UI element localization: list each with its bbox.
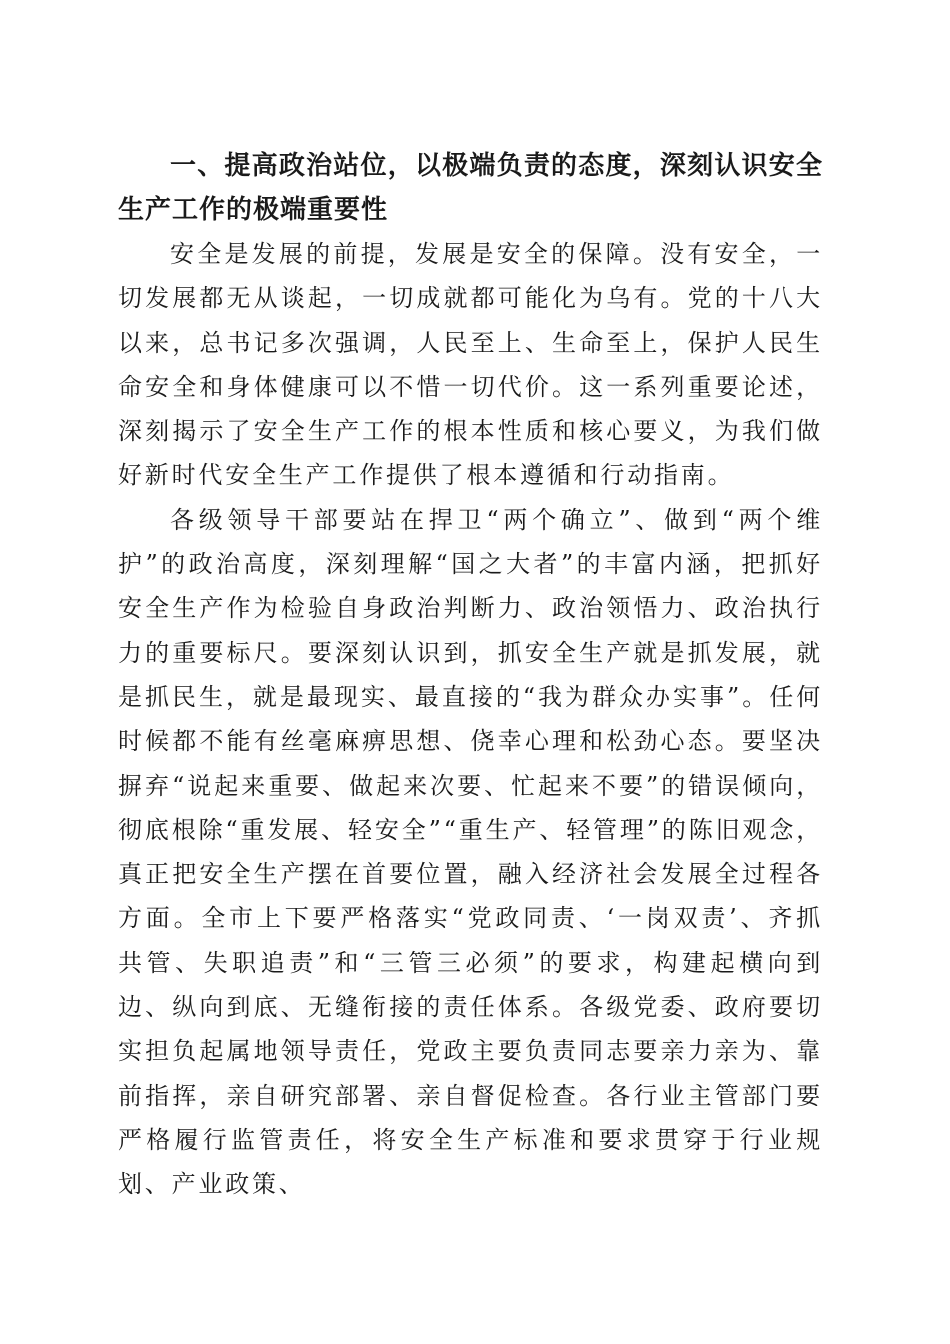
section-heading: 一、提高政治站位，以极端负责的态度，深刻认识安全生产工作的极端重要性 bbox=[118, 151, 823, 225]
body-paragraph-2: 各级领导干部要站在捍卫“两个确立”、做到“两个维护”的政治高度，深刻理解“国之大者”的丰富内涵，把抓好安全生产作为检验自身政治判断力、政治领悟力、政治执行力的重要标尺。要深刻认识到，抓安全生产就是抓发展，就是抓民生，就是最现实、最直接的“我为群众办实事”。任何时候都不能有丝毫麻痹思想、侥幸心理和松劲心态。要坚决摒弃“说起来重要、做起来次要、忙起来不要”的错误倾向，彻底根除“重发展、轻安全”“重生产、轻管理”的陈旧观念，真正把安全生产摆在首要位置，融入经济社会发展全过程各方面。全市上下要严格落实“党政同责、‘一岗双责’、齐抓共管、失职追责”和“三管三必须”的要求，构建起横向到边、纵向到底、无缝衔接的责任体系。各级党委、政府要切实担负起属地领导责任，党政主要负责同志要亲力亲为、靠前指挥，亲自研究部署、亲自督促检查。各行业主管部门要严格履行监管责任，将安全生产标准和要求贯穿于行业规划、产业政策、 bbox=[118, 505, 823, 1199]
body-paragraph-1: 安全是发展的前提，发展是安全的保障。没有安全，一切发展都无从谈起，一切成就都可能化为乌有。党的十八大以来，总书记多次强调，人民至上、生命至上，保护人民生命安全和身体健康可以不惜一切代价。这一系列重要论述，深刻揭示了安全生产工作的根本性质和核心要义，为我们做好新时代安全生产工作提供了根本遵循和行动指南。 bbox=[118, 240, 823, 490]
document-body bbox=[118, 144, 823, 1207]
